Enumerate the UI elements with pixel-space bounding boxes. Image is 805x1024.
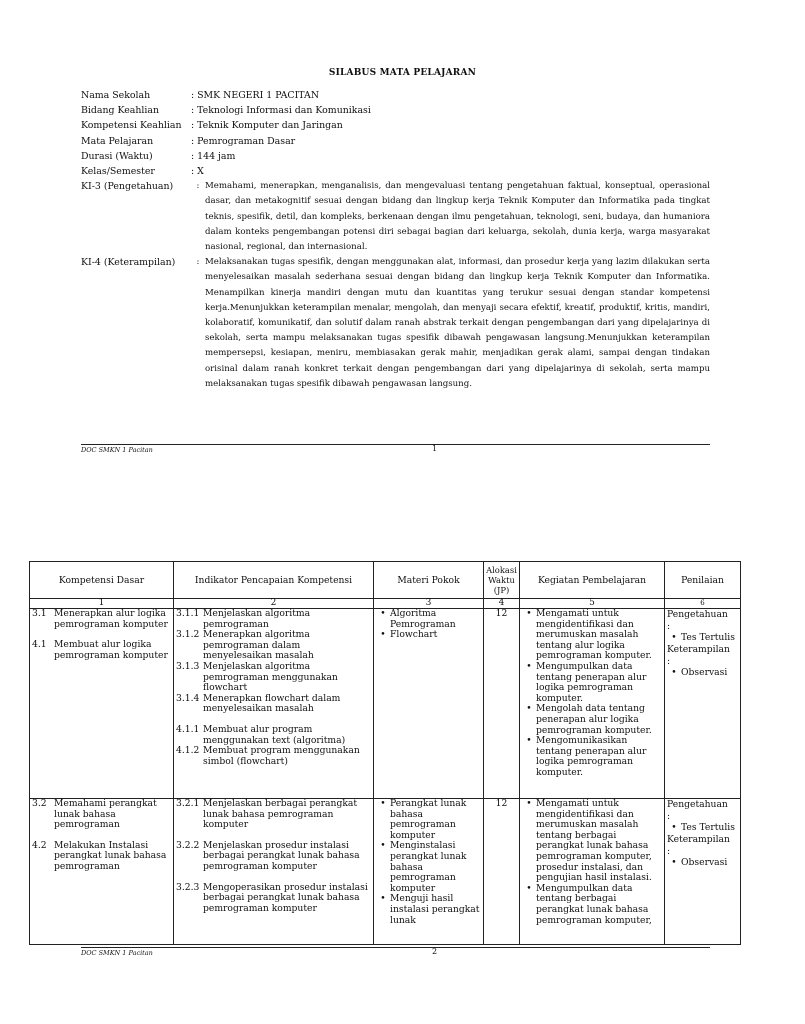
column-number-row xyxy=(30,599,741,609)
info-value: : X xyxy=(191,166,204,178)
penilaian-pengetahuan-label: Pengetahuan xyxy=(667,609,728,620)
col-number: 2 xyxy=(174,599,374,609)
bullet-icon: • xyxy=(380,798,386,809)
col-number: 5 xyxy=(520,599,665,609)
col-number: 4 xyxy=(484,599,520,609)
penilaian-observasi-item xyxy=(667,858,738,869)
kegiatan-text: Mengumpulkan data tentang berbagai perangkat lunak bahasa pemrograman komputer, xyxy=(536,882,652,926)
info-row xyxy=(81,103,710,118)
materi-text: Menginstalasi perangkat lunak bahasa pemrograman komputer xyxy=(390,840,467,894)
header-kegiatan: Kegiatan Pembelajaran xyxy=(520,562,665,599)
penilaian-observasi-list xyxy=(667,858,738,869)
penilaian-colon: : xyxy=(667,845,671,857)
materi-list xyxy=(376,609,481,641)
materi-item xyxy=(376,630,481,641)
indikator-item xyxy=(176,725,371,746)
kegiatan-list xyxy=(522,608,662,778)
bullet-icon: • xyxy=(526,798,532,809)
materi-pokok-cell xyxy=(374,609,484,799)
info-value: : Teknik Komputer dan Jaringan xyxy=(191,120,343,132)
info-label: Kelas/Semester xyxy=(81,166,155,178)
penilaian-observasi-text: Observasi xyxy=(681,856,728,868)
materi-text: Flowchart xyxy=(390,629,438,641)
info-label: Mata Pelajaran xyxy=(81,135,154,147)
kegiatan-item xyxy=(522,704,662,736)
table-header-row xyxy=(30,562,741,599)
kd-list xyxy=(32,799,171,873)
header-kompetensi-dasar: Kompetensi Dasar xyxy=(30,562,174,599)
col-number: 1 xyxy=(30,599,174,609)
materi-text: Algoritma Pemrograman xyxy=(390,608,456,630)
kd-text: Memahami perangkat lunak bahasa pemrograman xyxy=(54,798,157,831)
indikator-item xyxy=(176,841,371,873)
info-value: : Pemrograman Dasar xyxy=(191,135,296,147)
bullet-icon: • xyxy=(380,608,386,619)
indikator-text: Menjelaskan algoritma pemrograman menggunakan flowchart xyxy=(203,660,338,694)
ki3-text: Memahami, menerapkan, menganalisis, dan mengevaluasi tentang pengetahuan faktual, konseptual, operasional dasar, dan metakognitif sesuai dengan bidang dan lingkup kerja Teknik Komputer dan Informatika pada tingkat teknis, spesifik, detil, dan kompleks, berkenaan dengan ilmu pengetahuan, teknologi, seni, budaya, dan humaniora dalam konteks pengembangan potensi diri sebagai bagian dari keluarga, sekolah, dunia kerja, warga masyarakat nasional, regional, dan internasional. xyxy=(205,181,710,253)
penilaian-keterampilan-label: Keterampilan xyxy=(667,833,730,845)
bullet-icon: • xyxy=(526,735,532,747)
ki4-colon: : xyxy=(196,257,200,268)
bullet-icon: • xyxy=(526,882,532,894)
header-materi-pokok: Materi Pokok xyxy=(374,562,484,599)
kegiatan-item xyxy=(522,799,662,884)
penilaian-tes-item xyxy=(667,823,738,834)
footer-doc-label: DOC SMKN 1 Pacitan xyxy=(81,446,153,454)
kd-number: 3.2 xyxy=(32,798,47,809)
ki3-row xyxy=(81,179,710,255)
bullet-icon: • xyxy=(671,666,677,678)
header-indikator: Indikator Pencapaian Kompetensi xyxy=(174,562,374,599)
page-2 xyxy=(0,470,768,1024)
indikator-cell xyxy=(174,609,374,799)
penilaian-colon: : xyxy=(667,655,671,667)
kegiatan-cell xyxy=(520,609,665,799)
bullet-icon: • xyxy=(526,703,532,715)
info-label: Nama Sekolah xyxy=(81,90,151,101)
kd-text: Membuat alur logika pemrograman komputer xyxy=(54,639,168,661)
bullet-icon: • xyxy=(526,608,532,619)
indikator-number: 3.1.1 xyxy=(176,608,200,619)
footer-divider xyxy=(81,947,710,948)
indikator-text: Menjelaskan algoritma pemrograman xyxy=(203,608,311,630)
penilaian-observasi-text: Observasi xyxy=(681,666,728,678)
indikator-item xyxy=(176,662,371,694)
kegiatan-text: Mengumpulkan data tentang penerapan alur logika pemrograman komputer. xyxy=(536,660,647,704)
penilaian-observasi-item xyxy=(667,668,738,679)
info-row xyxy=(81,149,710,164)
penilaian-cell xyxy=(665,609,741,799)
indikator-item xyxy=(176,630,371,662)
header-alokasi-waktu: Alokasi Waktu (JP) xyxy=(484,562,520,599)
kd-number: 3.1 xyxy=(32,608,47,619)
table-row xyxy=(30,799,741,945)
bullet-icon: • xyxy=(380,629,386,641)
info-value: : 144 jam xyxy=(191,150,236,162)
kd-text: Menerapkan alur logika pemrograman komputer xyxy=(54,608,168,630)
footer-doc-label: DOC SMKN 1 Pacitan xyxy=(81,949,153,957)
info-label: Bidang Keahlian xyxy=(81,105,160,117)
bullet-icon: • xyxy=(671,856,677,868)
indikator-item xyxy=(176,883,371,915)
kd-number: 4.1 xyxy=(32,639,47,651)
indikator-number: 3.2.3 xyxy=(176,881,200,893)
indikator-number: 4.1.2 xyxy=(176,745,200,757)
kd-list xyxy=(32,609,171,661)
indikator-text: Mengoperasikan prosedur instalasi berbagai perangkat lunak bahasa pemrograman komputer xyxy=(203,881,368,914)
bullet-icon: • xyxy=(671,632,677,643)
penilaian-tes-text: Tes Tertulis xyxy=(681,822,735,833)
kegiatan-item xyxy=(522,736,662,778)
info-value: : Teknologi Informasi dan Komunikasi xyxy=(191,105,371,117)
kegiatan-text: Mengamati untuk mengidentifikasi dan merumuskan masalah tentang berbagai perangkat lunak bahasa pemrograman komputer, prosedur instalasi, dan pengujian hasil instalasi. xyxy=(536,798,652,884)
bullet-icon: • xyxy=(671,822,677,833)
document-title: SILABUS MATA PELAJARAN xyxy=(328,68,477,78)
syllabus-info xyxy=(81,88,710,392)
info-label: Kompetensi Keahlian xyxy=(81,120,182,132)
indikator-number: 3.1.3 xyxy=(176,660,200,672)
page-number: 2 xyxy=(432,947,438,956)
page-1 xyxy=(0,0,768,470)
materi-text: Perangkat lunak bahasa pemrograman komputer xyxy=(390,798,467,841)
indikator-text: Membuat alur program menggunakan text (algoritma) xyxy=(203,723,346,746)
materi-pokok-cell xyxy=(374,799,484,945)
kd-item xyxy=(32,841,171,873)
header-penilaian: Penilaian xyxy=(665,562,741,599)
materi-item xyxy=(376,609,481,630)
penilaian-tes-item xyxy=(667,633,738,644)
kd-item xyxy=(32,799,171,831)
info-row xyxy=(81,88,710,103)
penilaian-keterampilan-label: Keterampilan xyxy=(667,643,730,655)
kegiatan-item xyxy=(522,884,662,926)
indikator-text: Menerapkan flowchart dalam menyelesaikan masalah xyxy=(203,692,341,715)
info-row xyxy=(81,164,710,179)
indikator-text: Menerapkan algoritma pemrograman dalam menyelesaikan masalah xyxy=(203,629,314,662)
col-number: 3 xyxy=(374,599,484,609)
indikator-item xyxy=(176,609,371,630)
ki4-text: Melaksanakan tugas spesifik, dengan menggunakan alat, informasi, dan prosedur kerja yang lazim dilakukan serta menyelesaikan masalah sederhana sesuai dengan bidang dan lingkup kerja Teknik Komputer dan Informatika. Menampilkan kinerja mandiri dengan mutu dan kuantitas yang terukur sesuai dengan standar kompetensi kerja.Menunjukkan keterampilan menalar, mengolah, dan menyaji secara efektif, kreatif, produktif, kritis, mandiri, kolaboratif, komunikatif, dan solutif dalam ranah abstrak terkait dengan pengembangan dari yang dipelajarinya di sekolah, serta mampu melaksanakan tugas spesifik dibawah pengawasan langsung.Menunjukkan keterampilan mempersepsi, kesiapan, meniru, membiasakan gerak mahir, menjadikan gerak alami, sampai dengan tindakan orisinal dalam ranah konkret terkait dengan pengembangan dari yang dipelajarinya di sekolah, serta mampu melaksanakan tugas spesifik dibawah pengawasan langsung. xyxy=(205,257,710,389)
kegiatan-text: Mengomunikasikan tentang penerapan alur logika pemrograman komputer. xyxy=(536,735,647,778)
info-label: Durasi (Waktu) xyxy=(81,150,153,162)
alokasi-cell: 12 xyxy=(484,799,520,945)
penilaian-tes-list xyxy=(667,823,738,834)
kd-item xyxy=(32,609,171,630)
footer-divider xyxy=(81,444,710,445)
indikator-number: 3.2.1 xyxy=(176,798,200,809)
ki3-label: KI-3 (Pengetahuan) xyxy=(81,181,174,193)
bullet-icon: • xyxy=(380,893,386,905)
penilaian-colon: : xyxy=(667,621,671,632)
bullet-icon: • xyxy=(380,840,386,852)
indikator-text: Menjelaskan berbagai perangkat lunak bahasa pemrograman komputer xyxy=(203,798,358,831)
page-number: 1 xyxy=(432,444,438,453)
penilaian-observasi-list xyxy=(667,668,738,679)
info-row xyxy=(81,118,710,133)
indikator-text: Membuat program menggunakan simbol (flowchart) xyxy=(203,745,360,767)
indikator-number: 4.1.1 xyxy=(176,723,200,735)
kegiatan-item xyxy=(522,609,662,662)
indikator-number: 3.1.4 xyxy=(176,692,200,704)
ki4-label: KI-4 (Keterampilan) xyxy=(81,257,176,269)
ki4-row xyxy=(81,255,710,392)
penilaian-content xyxy=(667,799,738,868)
penilaian-content xyxy=(667,609,738,678)
kegiatan-list xyxy=(522,799,662,926)
info-row xyxy=(81,134,710,149)
kd-item xyxy=(32,640,171,661)
kompetensi-dasar-cell xyxy=(30,609,174,799)
materi-list xyxy=(376,799,481,926)
kegiatan-item xyxy=(522,662,662,704)
penilaian-pengetahuan-label: Pengetahuan xyxy=(667,799,728,810)
ki3-colon: : xyxy=(196,181,200,192)
col-number: 6 xyxy=(665,599,741,609)
indikator-number: 3.2.2 xyxy=(176,839,200,851)
indikator-item xyxy=(176,746,371,767)
penilaian-cell xyxy=(665,799,741,945)
kegiatan-text: Mengolah data tentang penerapan alur logika pemrograman komputer. xyxy=(536,703,652,736)
indikator-number: 3.1.2 xyxy=(176,629,200,641)
materi-item xyxy=(376,894,481,926)
indikator-cell xyxy=(174,799,374,945)
indikator-list xyxy=(176,799,371,914)
penilaian-colon: : xyxy=(667,811,671,822)
kd-text: Melakukan Instalasi perangkat lunak bahasa pemrograman xyxy=(54,839,167,872)
bullet-icon: • xyxy=(526,660,532,672)
indikator-list xyxy=(176,608,371,767)
penilaian-tes-list xyxy=(667,633,738,644)
alokasi-cell: 12 xyxy=(484,609,520,799)
indikator-item xyxy=(176,799,371,831)
materi-text: Menguji hasil instalasi perangkat lunak xyxy=(390,893,480,926)
indikator-item xyxy=(176,694,371,715)
indikator-text: Menjelaskan prosedur instalasi berbagai perangkat lunak bahasa pemrograman komputer xyxy=(203,839,360,872)
materi-item xyxy=(376,841,481,894)
info-value: : SMK NEGERI 1 PACITAN xyxy=(191,90,320,101)
kegiatan-cell xyxy=(520,799,665,945)
kegiatan-text: Mengamati untuk mengidentifikasi dan merumuskan masalah tentang alur logika pemrograman komputer. xyxy=(536,608,652,662)
syllabus-table xyxy=(29,561,741,945)
kompetensi-dasar-cell xyxy=(30,799,174,945)
table-row xyxy=(30,609,741,799)
kd-number: 4.2 xyxy=(32,839,47,851)
penilaian-tes-text: Tes Tertulis xyxy=(681,632,735,643)
materi-item xyxy=(376,799,481,841)
